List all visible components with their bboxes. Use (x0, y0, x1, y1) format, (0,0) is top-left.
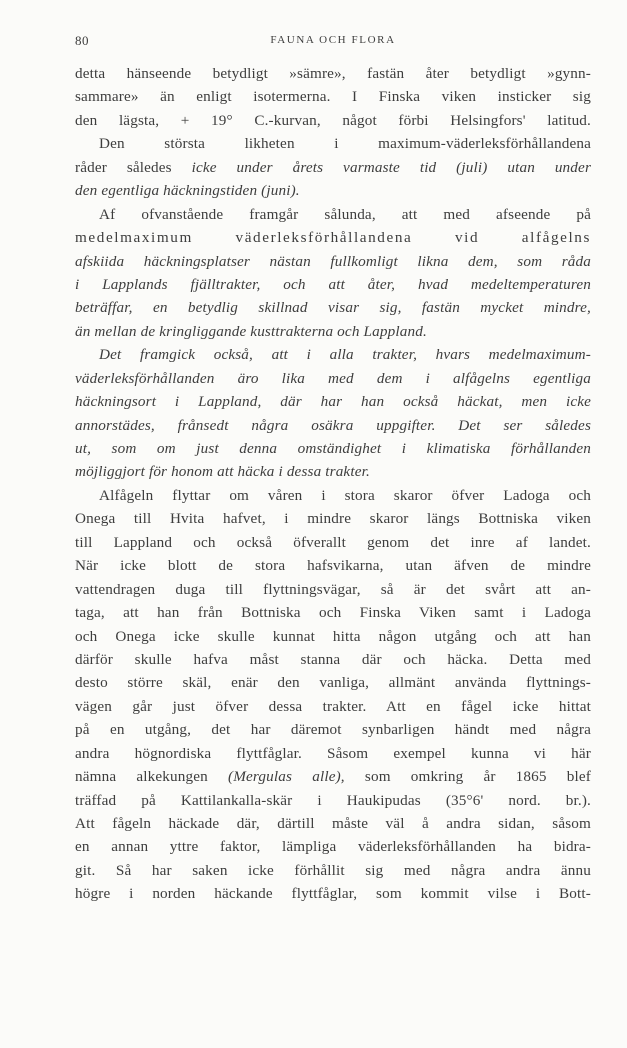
text-line: häckningsort i Lappland, där har han också häckat, men icke (75, 393, 591, 411)
text-line: Det framgick också, att i alla trakter, hvars medelmaximum- (99, 346, 591, 364)
text-line: taga, att han från Bottniska och Finska Viken samt i Ladoga (75, 604, 591, 622)
text-line: och Onega icke skulle kunnat hitta någon utgång och att han (75, 627, 591, 645)
text-line: annorstädes, frånsedt några osäkra uppgifter. Det ser således (75, 416, 591, 434)
text-line: desto större skäl, enär den vanliga, allmänt använda flyttnings- (75, 674, 591, 692)
text-line: högre i norden häckande flyttfåglar, som kommit vilse i Bott- (75, 885, 591, 903)
text-line: Af ofvanstående framgår sålunda, att med afseende på (99, 205, 591, 223)
text-line: git. Så har saken icke förhållit sig med några andra ännu (75, 861, 591, 879)
text-line (75, 156, 591, 179)
text-line: Att fågeln häckade där, därtill måste väl å andra sidan, såsom (75, 815, 591, 832)
text-line: på en utgång, det har däremot synbarligen händt med några (75, 721, 591, 739)
text-line: vägen går just öfver dessa trakter. Att en fågel icke hittat (75, 697, 591, 715)
text-line: den lägsta, + 19° C.-kurvan, något förbi Helsingfors' latitud. (75, 111, 591, 129)
page-header (75, 33, 591, 51)
italic-text-segment: icke under årets varmaste tid (juli) utan under (191, 158, 591, 176)
text-line (75, 765, 591, 788)
body-text (75, 62, 591, 906)
text-line: När icke blott de stora hafsvikarna, utan äfven de mindre (75, 557, 591, 575)
text-line: en annan yttre faktor, lämpliga väderleksförhållanden ha bidra- (75, 838, 591, 856)
page-number: 80 (75, 33, 89, 48)
text-line: ut, som om just denna omständighet i klimatiska förhållanden (75, 440, 591, 457)
text-line: afskiida häckningsplatser nästan fullkomligt likna dem, som råda (75, 252, 591, 270)
text-line: till Lappland och också öfverallt genom det inre af landet. (75, 533, 591, 551)
text-line: andra högnordiska flyttfåglar. Såsom exempel kunna vi här (75, 744, 591, 762)
text-line: Onega till Hvita hafvet, i mindre skaror längs Bottniska viken (75, 510, 591, 528)
text-line: detta hänseende betydligt »sämre», fastän åter betydligt »gynn- (75, 65, 591, 82)
text-segment: som omkring år 1865 blef (364, 768, 591, 786)
text-line: i Lapplands fjälltrakter, och att åter, hvad medeltemperaturen (75, 275, 591, 293)
text-segment: råder således (75, 158, 172, 176)
text-line: den egentliga häckningstiden (juni). (75, 182, 300, 200)
running-head: FAUNA OCH FLORA (270, 34, 396, 46)
text-line: Den största likheten i maximum-väderleksförhållandena (99, 135, 591, 153)
text-line: möjliggjort för honom att häcka i dessa trakter. (75, 463, 370, 481)
text-line: medelmaximum väderleksförhållandena vid alfågelns (75, 229, 591, 247)
italic-text-segment: (Mergulas alle), (228, 768, 345, 786)
text-line: Alfågeln flyttar om våren i stora skaror öfver Ladoga och (99, 486, 591, 504)
text-line: beträffar, en betydlig skillnad visar sig, fastän mycket mindre, (75, 299, 591, 317)
text-line: vattendragen duga till flyttningsvägar, så är det svårt att an- (75, 580, 591, 598)
text-line: därför skulle hafva måst stanna där och häcka. Detta med (75, 650, 591, 668)
text-line: sammare» än enligt isotermerna. I Finska viken insticker sig (75, 88, 591, 106)
text-segment: nämna alkekungen (75, 768, 208, 786)
text-line: träffad på Kattilankalla-skär i Haukipudas (35°6' nord. br.). (75, 791, 591, 809)
text-line: väderleksförhållanden äro lika med dem i alfågelns egentliga (75, 369, 591, 387)
text-line: än mellan de kringliggande kusttrakterna och Lappland. (75, 322, 427, 340)
